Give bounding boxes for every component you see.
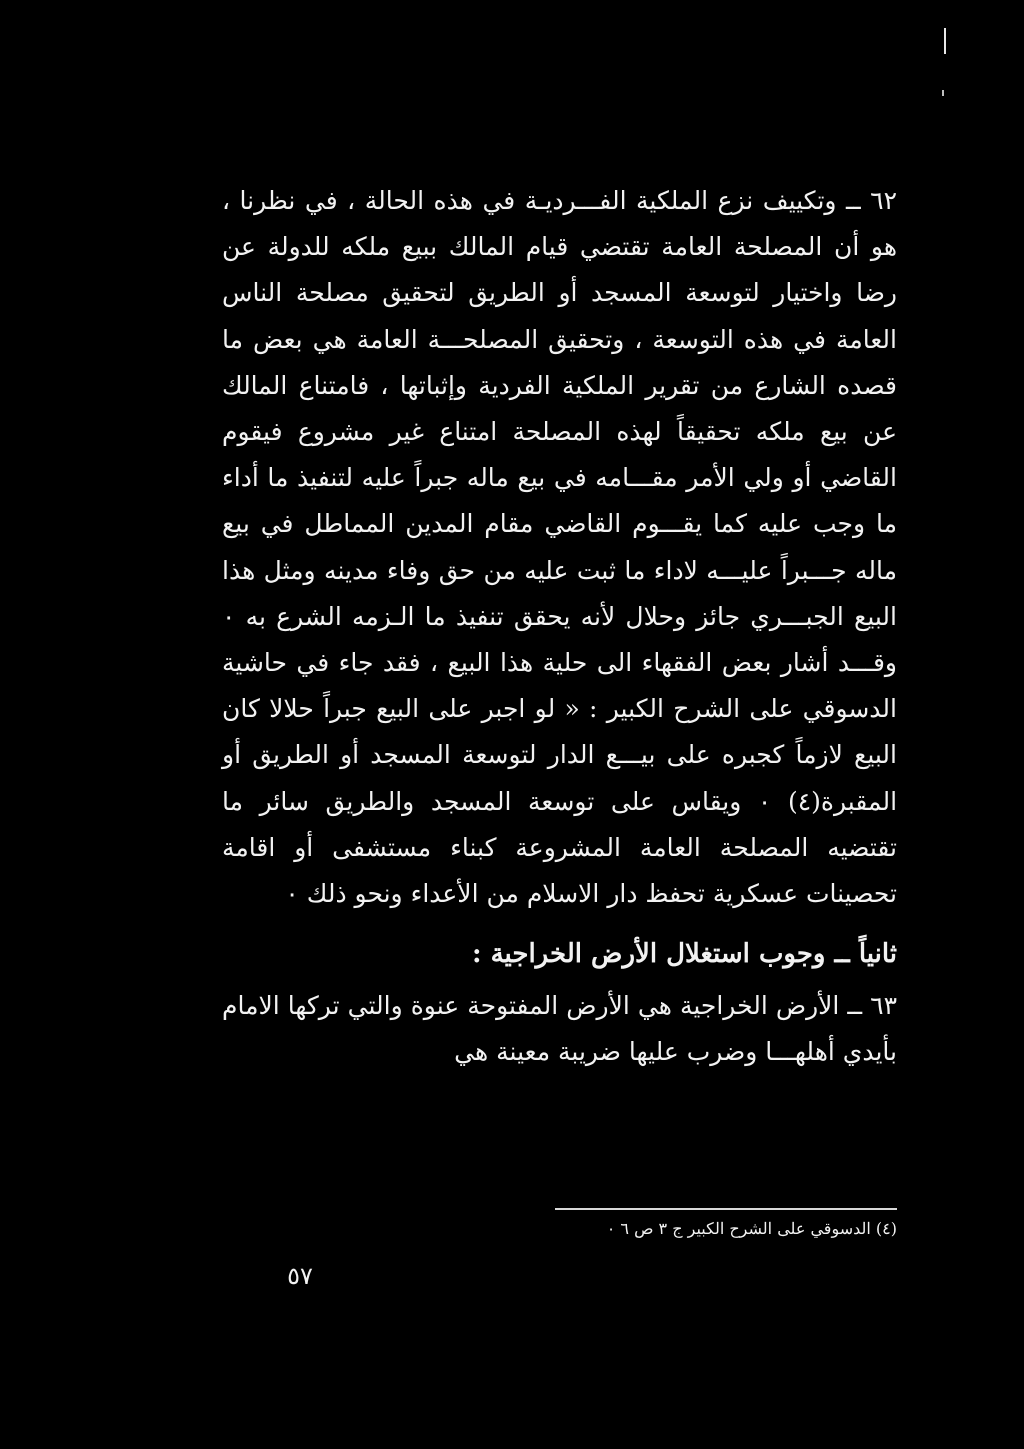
page-number: ٥٧ [287,1262,313,1290]
main-text [222,178,897,1076]
scan-speck [942,90,944,96]
section-heading: ثانياً ــ وجوب استغلال الأرض الخراجية : [471,939,897,970]
paragraph-62: ٦٢ ــ وتكييف نزع الملكية الفـــرديـة في هذه الحالة ، في نظرنا ، هو أن المصلحة العامة تقتضي قيام المالك ببيع ملكه للدولة عن رضا واختيار لتوسعة المسجد أو الطريق لتحقيق مصلحة الناس العامة في هذه التوسعة ، وتحقيق المصلحـــة العامة هي بعض ما قصده الشارع من تقرير الملكية الفردية وإثباتها ، فامتناع المالك عن بيع ملكه تحقيقاً لهذه المصلحة امتناع غير مشروع فيقوم القاضي أو ولي الأمر مقـــامه في بيع ماله جبراً عليه لتنفيذ ما أداء ما وجب عليه كما يقـــوم القاضي مقام المدين المماطل في بيع ماله جـــبراً عليـــه لاداء ما ثبت عليه من حق وفاء مدينه ومثل هذا البيع الجبـــري جائز وحلال لأنه يحقق تنفيذ ما الـزمه الشرع به ٠ وقـــد أشار بعض الفقهاء الى حلية هذا البيع ، فقد جاء في حاشية الدسوقي على الشرح الكبير : « لو اجبر على البيع جبراً حلالا كان البيع لازماً كجبره على بيـــع الدار لتوسعة المسجد أو الطريق أو المقبرة(٤) ٠ ويقاس على توسعة المسجد والطريق سائر ما تقتضيه المصلحة العامة المشروعة كبناء مستشفى أو اقامة تحصينات عسكرية تحفظ دار الاسلام من الأعداء ونحو ذلك ٠ [222,186,898,909]
footnote: (٤) الدسوقي على الشرح الكبير ج ٣ ص ٦ ٠ [606,1219,897,1238]
paragraph-63: ٦٣ ــ الأرض الخراجية هي الأرض المفتوحة عنوة والتي تركها الامام بأيدي أهلهـــا وضرب عليها ضريبة معينة هي [222,991,897,1067]
scan-edge-mark [944,28,946,54]
footnote-divider [555,1208,897,1210]
